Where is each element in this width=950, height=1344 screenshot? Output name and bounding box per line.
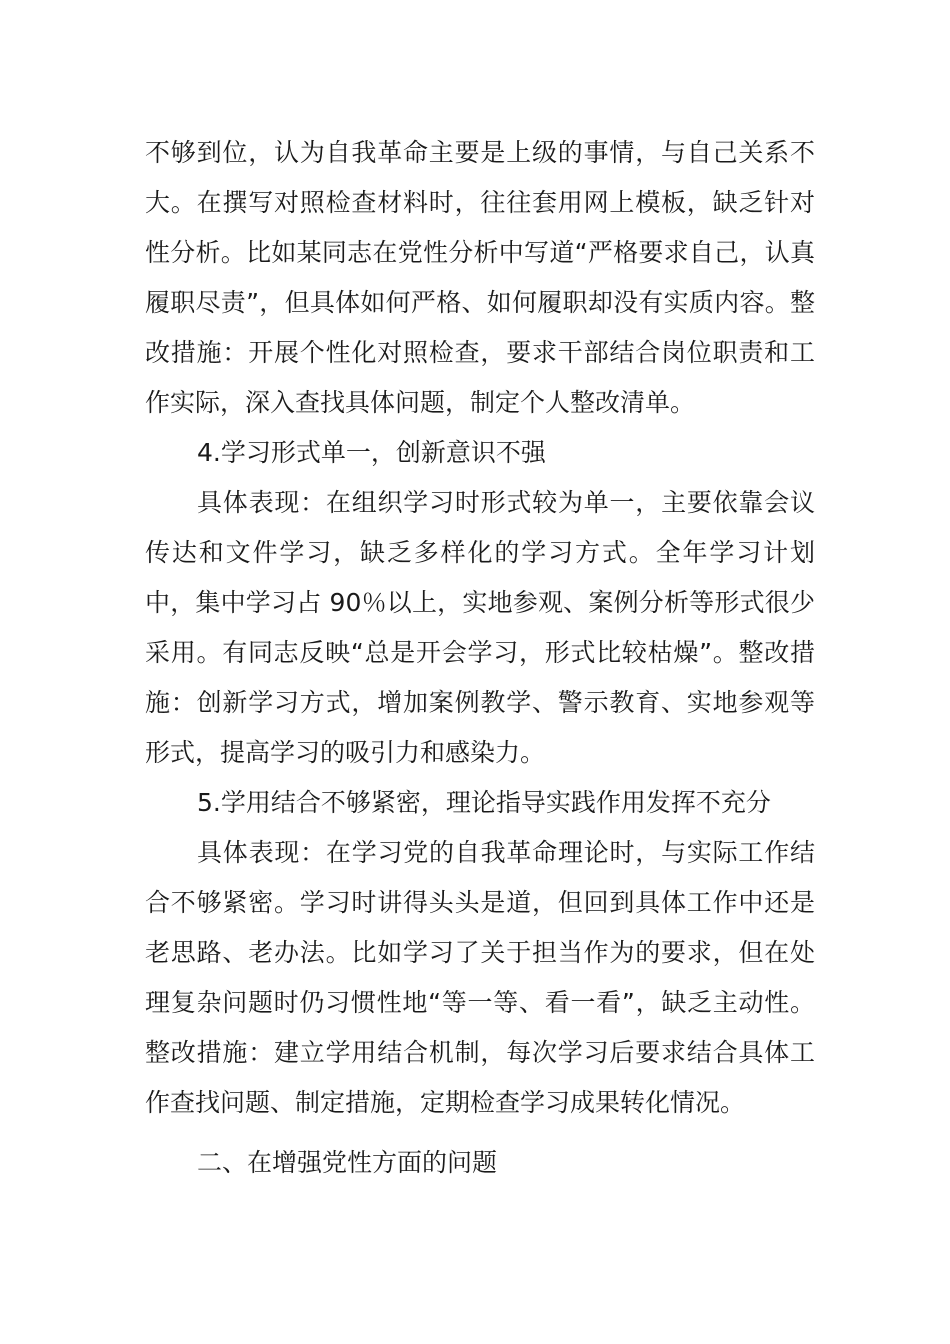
section-heading-2: 二、在增强党性方面的问题 — [197, 1148, 498, 1177]
document-body — [145, 128, 815, 1188]
paragraph-4-details: 具体表现：在组织学习时形式较为单一，主要依靠会议传达和文件学习，缺乏多样化的学习方式。全年学习计划中，集中学习占 90％以上，实地参观、案例分析等形式很少采用。有同志反映“总是开会学习，形式比较枯燥”。整改措施：创新学习方式，增加案例教学、警示教育、实地参观等形式，提高学习的吸引力和感染力。 — [145, 488, 815, 767]
paragraph-5-details: 具体表现：在学习党的自我革命理论时，与实际工作结合不够紧密。学习时讲得头头是道，但回到具体工作中还是老思路、老办法。比如学习了关于担当作为的要求，但在处理复杂问题时仍习惯性地“等一等、看一看”，缺乏主动性。整改措施：建立学用结合机制，每次学习后要求结合具体工作查找问题、制定措施，定期检查学习成果转化情况。 — [145, 838, 815, 1117]
subheading-5: 5.学用结合不够紧密，理论指导实践作用发挥不充分 — [197, 788, 771, 817]
subheading-4: 4.学习形式单一，创新意识不强 — [197, 438, 546, 467]
paragraph-continuation: 不够到位，认为自我革命主要是上级的事情，与自己关系不大。在撰写对照检查材料时，往往套用网上模板，缺乏针对性分析。比如某同志在党性分析中写道“严格要求自己，认真履职尽责”，但具体如何严格、如何履职却没有实质内容。整改措施：开展个性化对照检查，要求干部结合岗位职责和工作实际，深入查找具体问题，制定个人整改清单。 — [145, 138, 815, 417]
